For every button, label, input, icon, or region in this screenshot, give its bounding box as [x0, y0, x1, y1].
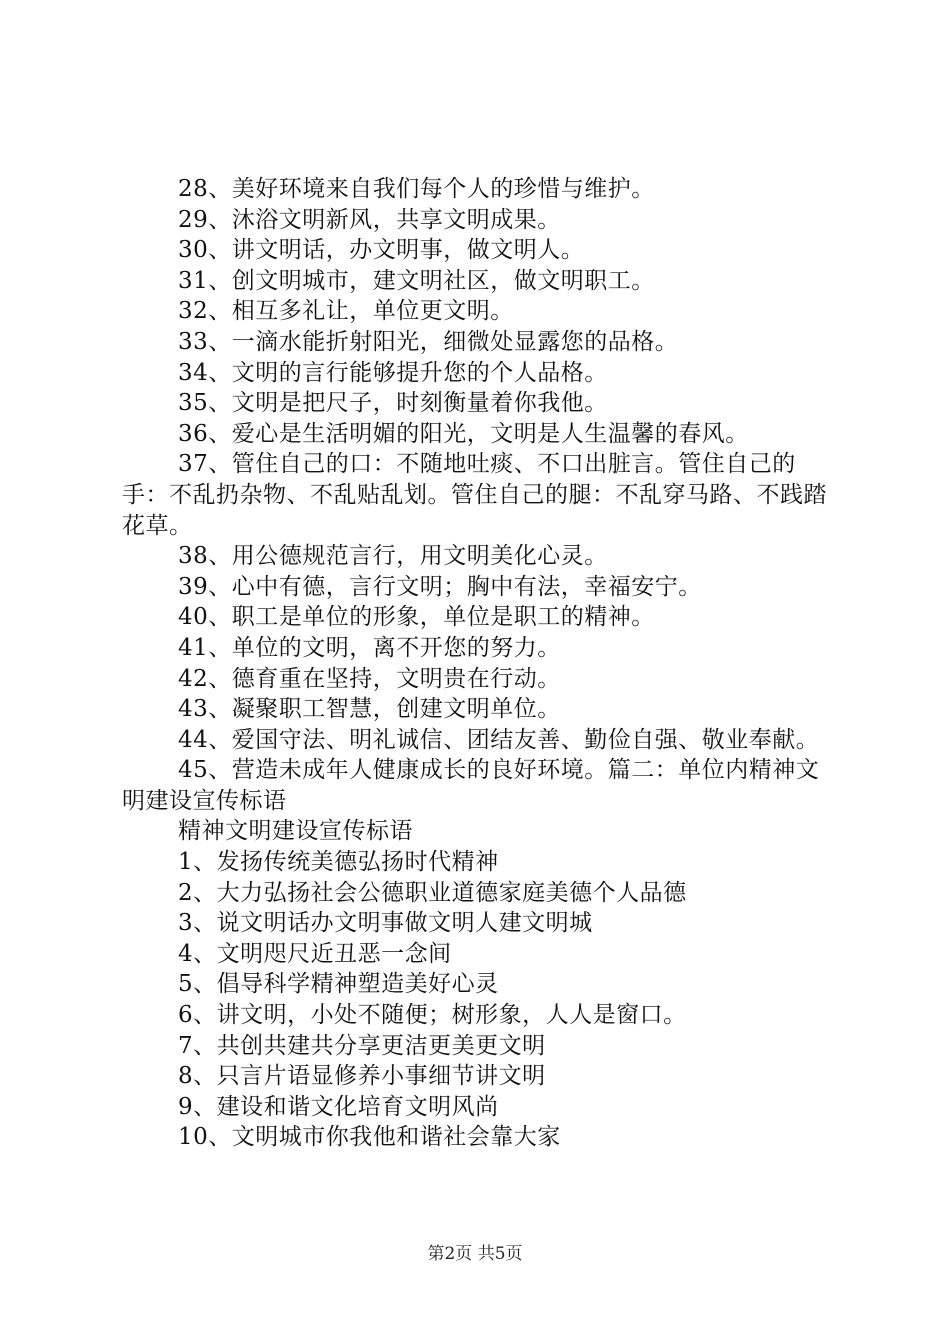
paragraph: 33、一滴水能折射阳光，细微处显露您的品格。 — [178, 328, 679, 355]
paragraph: 5、倡导科学精神塑造美好心灵 — [178, 971, 499, 998]
paragraph: 35、文明是把尺子，时刻衡量着你我他。 — [178, 390, 608, 417]
paragraph: 2、大力弘扬社会公德职业道德家庭美德个人品德 — [178, 879, 687, 906]
section-heading: 精神文明建设宣传标语 — [178, 818, 413, 845]
paragraph: 29、沐浴文明新风，共享文明成果。 — [178, 206, 561, 233]
paragraph: 38、用公德规范言行，用文明美化心灵。 — [178, 543, 608, 570]
paragraph: 34、文明的言行能够提升您的个人品格。 — [178, 359, 608, 386]
paragraph: 43、凝聚职工智慧，创建文明单位。 — [178, 696, 561, 723]
paragraph: 7、共创共建共分享更洁更美更文明 — [178, 1032, 546, 1059]
paragraph: 32、相互多礼让，单位更文明。 — [178, 298, 514, 325]
paragraph: 28、美好环境来自我们每个人的珍惜与维护。 — [178, 176, 655, 202]
paragraph: 36、爱心是生活明媚的阳光，文明是人生温馨的春风。 — [178, 420, 749, 447]
paragraph: 37、管住自己的口：不随地吐痰、不口出脏言。管住自己的手：不乱扔杂物、不乱贴乱划。管住自己的腿：不乱穿马路、不践踏花草。 — [122, 451, 827, 539]
paragraph: 44、爱国守法、明礼诚信、团结友善、勤俭自强、敬业奉献。 — [178, 726, 820, 753]
paragraph: 6、讲文明，小处不随便；树形象，人人是窗口。 — [178, 1002, 687, 1029]
paragraph: 45、营造未成年人健康成长的良好环境。篇二：单位内精神文明建设宣传标语 — [122, 757, 820, 814]
paragraph: 42、德育重在坚持，文明贵在行动。 — [178, 665, 561, 692]
document-body — [122, 174, 834, 1153]
paragraph: 4、文明咫尺近丑恶一念间 — [178, 940, 452, 967]
paragraph: 31、创文明城市，建文明社区，做文明职工。 — [178, 267, 655, 294]
paragraph: 9、建设和谐文化培育文明风尚 — [178, 1093, 499, 1120]
page-number-footer: 第2页 共5页 — [427, 1244, 523, 1264]
paragraph: 3、说文明话办文明事做文明人建文明城 — [178, 910, 593, 937]
paragraph: 1、发扬传统美德弘扬时代精神 — [178, 849, 499, 876]
paragraph: 10、文明城市你我他和谐社会靠大家 — [178, 1124, 561, 1151]
paragraph: 8、只言片语显修养小事细节讲文明 — [178, 1063, 546, 1090]
paragraph: 30、讲文明话，办文明事，做文明人。 — [178, 237, 585, 264]
paragraph: 41、单位的文明，离不开您的努力。 — [178, 634, 561, 661]
paragraph: 40、职工是单位的形象，单位是职工的精神。 — [178, 604, 655, 631]
paragraph: 39、心中有德，言行文明；胸中有法，幸福安宁。 — [178, 573, 702, 600]
